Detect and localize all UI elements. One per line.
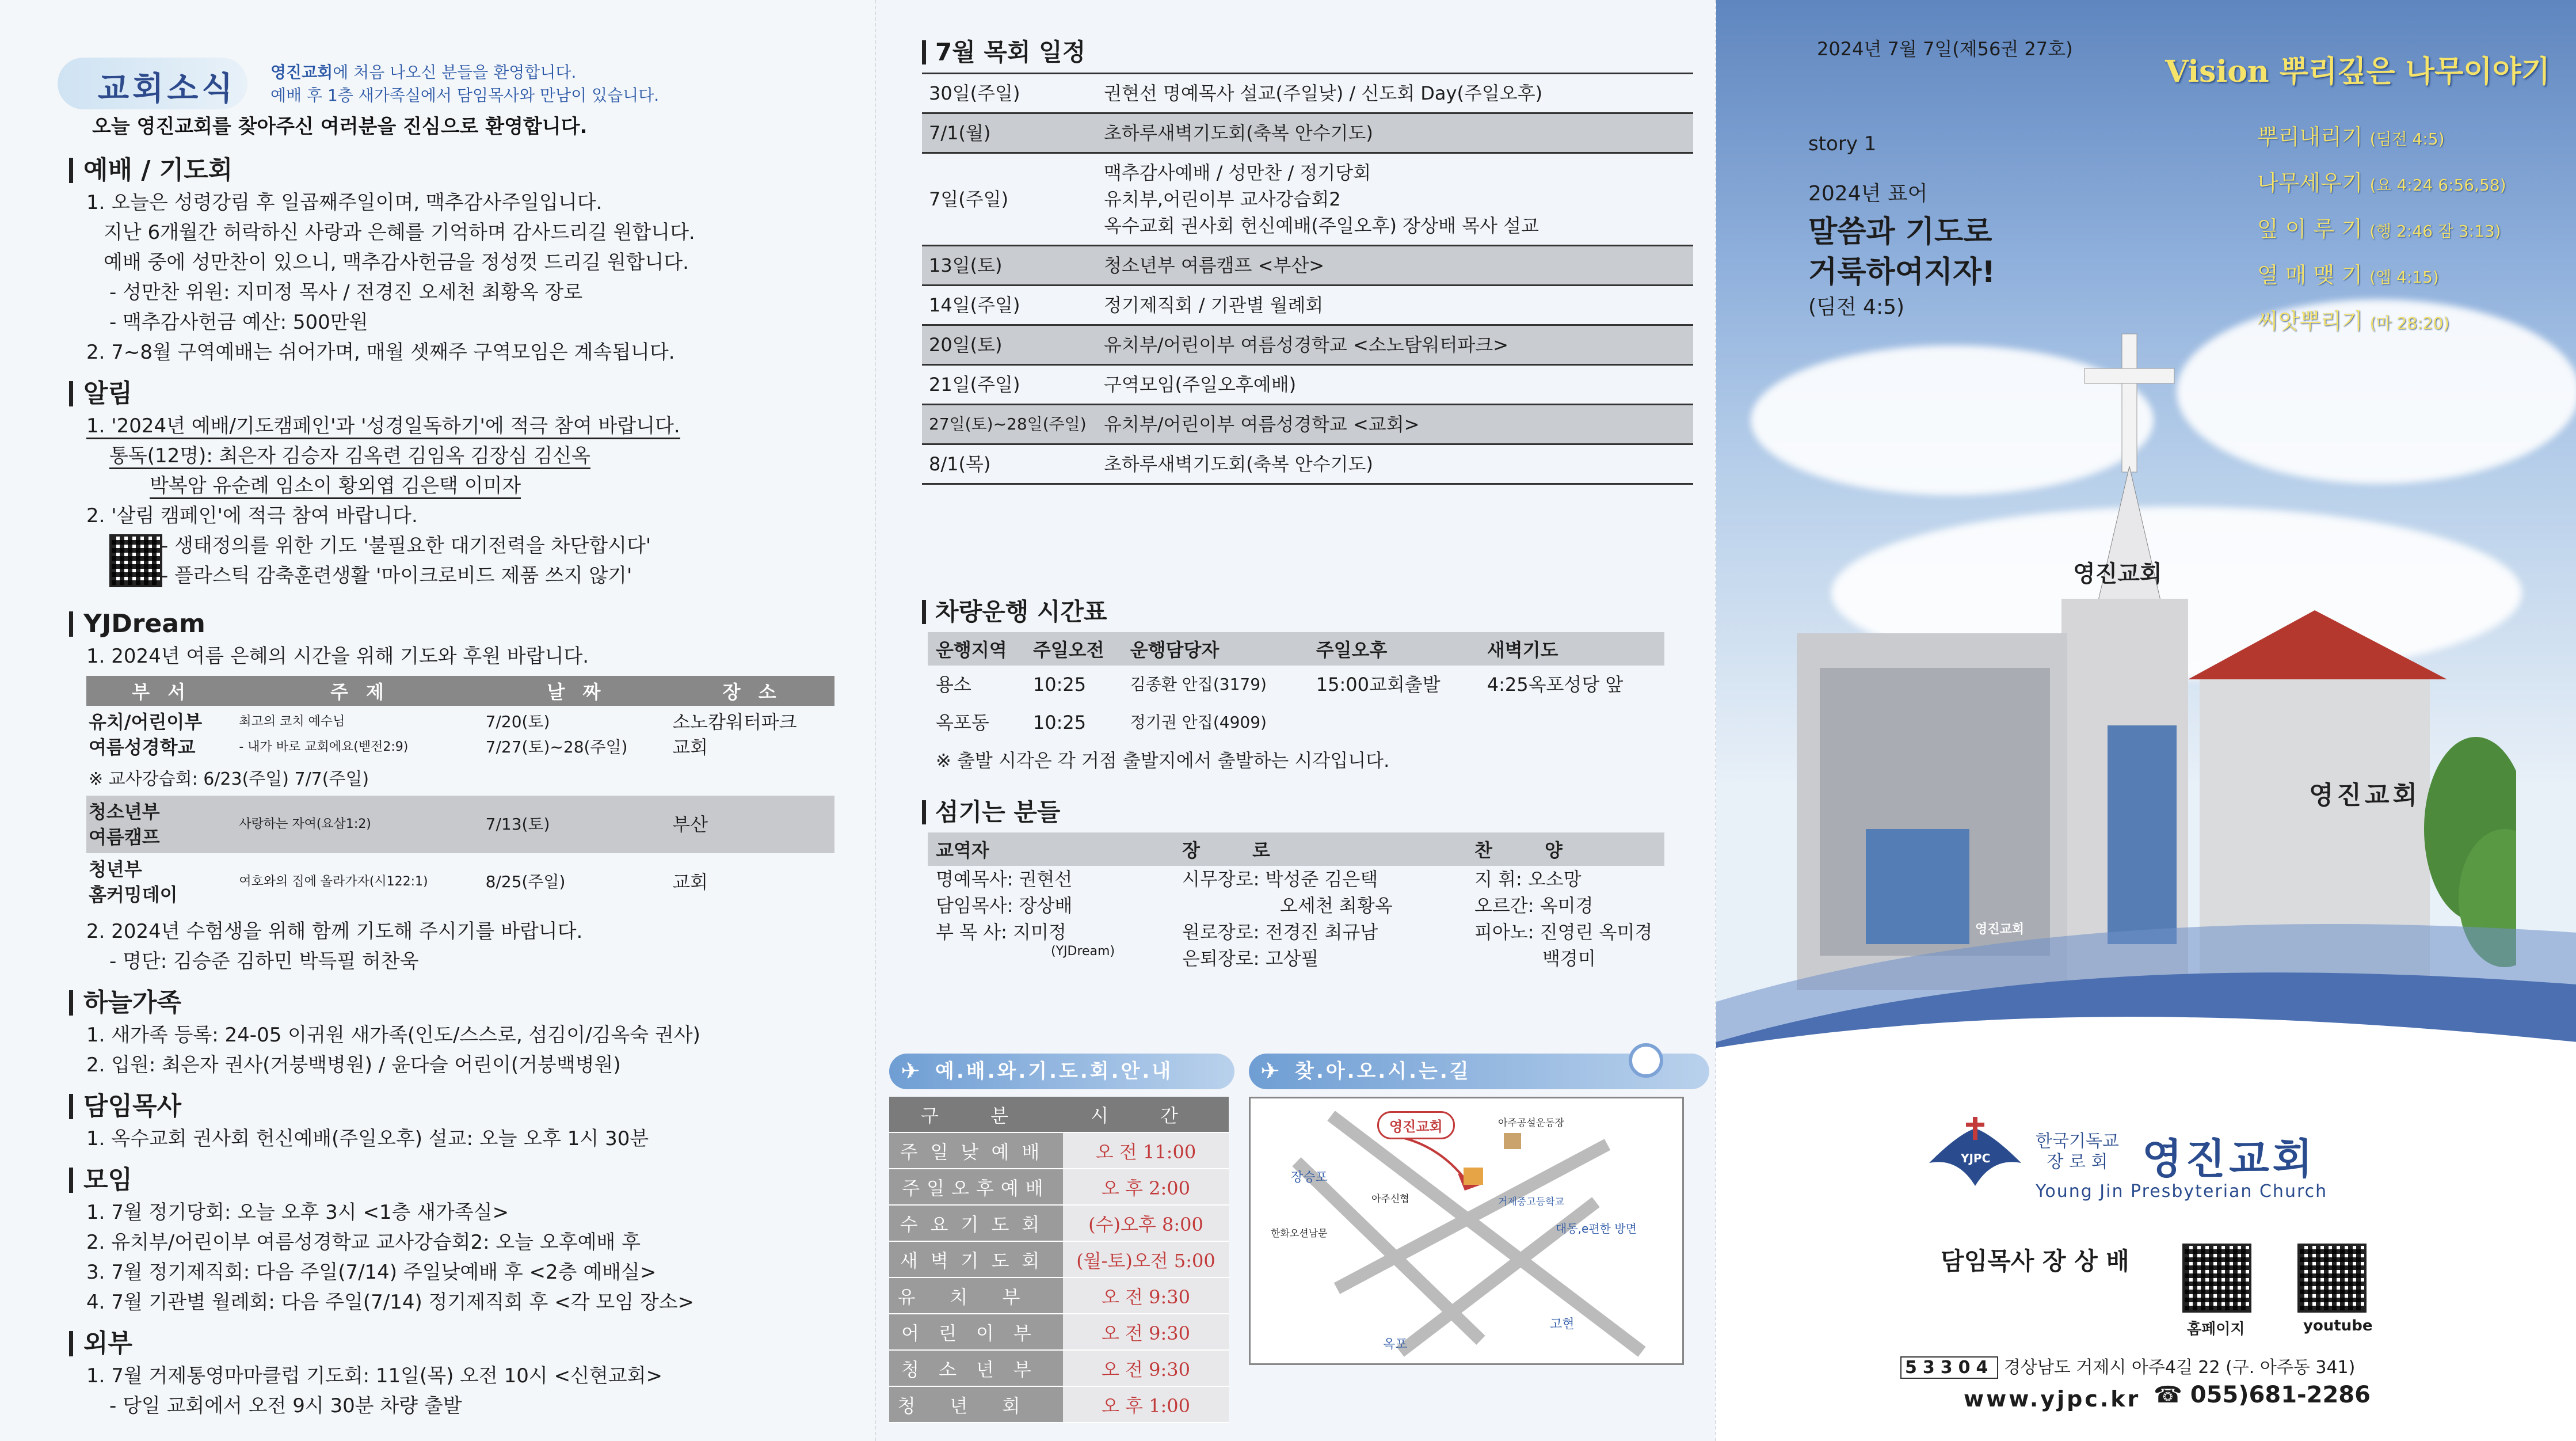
map-label: 장승포 [1291, 1170, 1328, 1185]
motto-ref: (딤전 4:5) [1808, 295, 1905, 319]
schedule-event: 청소년부 여름캠프 <부산> [1097, 246, 1693, 286]
meeting-line: 4. 7월 기관별 월례회: 다음 주일(7/14) 정기제직회 후 <각 모임 장소> [86, 1291, 695, 1314]
story-label: story 1 [1808, 132, 1877, 155]
denomination-line: 한국기독교 [2036, 1131, 2119, 1151]
teacher-note: ※ 교사강습회: 6/23(주일) 7/7(주일) [89, 769, 369, 789]
serve-table [928, 832, 1664, 972]
notice-line [109, 441, 840, 471]
welcome-line1: 에 처음 나오신 분들을 환영합니다. [333, 63, 577, 82]
meeting-line: 2. 유치부/어린이부 여름성경학교 교사강습회2: 오늘 오후예배 후 [86, 1231, 641, 1254]
family-line: 1. 새가족 등록: 24-05 이귀원 새가족(인도/스스로, 섬김이/김옥숙 권사) [86, 1024, 700, 1047]
serve-col: 교역자 [928, 832, 1174, 866]
place: 교회 [672, 736, 708, 758]
times-key: 청년회 [889, 1386, 1063, 1423]
meeting-title: 모임 [69, 1168, 840, 1193]
schedule-date: 7일(주일) [922, 153, 1097, 246]
right-panel [1715, 0, 2576, 1441]
outside-line: 1. 7월 거제통영마마클럽 기도회: 11일(목) 오전 10시 <신현교회> [86, 1364, 662, 1387]
meeting-line: 3. 7월 정기제직회: 다음 주일(7/14) 주일낮예배 후 <2층 예배실> [86, 1261, 657, 1284]
map-label: 고현 [1550, 1317, 1575, 1332]
schedule-date: 14일(주일) [922, 286, 1097, 325]
vision-item-ref: (마 28:20) [2369, 314, 2450, 333]
schedule-event: 유치부,어린이부 교사강습회2 [1104, 188, 1341, 210]
outside-title: 외부 [69, 1331, 840, 1356]
date: 7/13(토) [483, 796, 670, 853]
schedule-date: 8/1(목) [922, 444, 1097, 484]
schedule-date: 20일(토) [922, 325, 1097, 365]
elder: 오세천 최황옥 [1280, 895, 1393, 917]
map-label: 거제중고등학교 [1498, 1196, 1564, 1208]
elder: 시무장로: 박성준 김은택 [1182, 868, 1378, 890]
schedule-date: 7/1(월) [922, 113, 1097, 153]
notice-campaign: 1. '2024년 예배/기도캠페인'과 '성경일독하기'에 적극 참여 바랍니다. [86, 415, 680, 439]
table-row [889, 1350, 1229, 1386]
bus-note: ※ 출발 시각은 각 거점 출발지에서 출발하는 시각입니다. [936, 750, 1390, 771]
times-value: 오 전 9:30 [1063, 1350, 1229, 1386]
table-row [928, 666, 1664, 704]
staff: 명예목사: 권현선 [936, 868, 1073, 890]
times-value: 오 후 2:00 [1063, 1169, 1229, 1205]
pastor-line: 1. 옥수교회 권사회 헌신예배(주일오후) 설교: 오늘 오후 1시 30분 [86, 1127, 649, 1150]
vision-item-title: 잎 이 루 기 [2257, 216, 2363, 242]
staff-note: (YJDream) [1051, 944, 1115, 959]
yjdream-title: YJDream [69, 611, 840, 637]
schedule-date: 21일(주일) [922, 365, 1097, 405]
dept: 청소년부 [89, 801, 160, 823]
reading-members-1: 통독(12명): 최은자 김승자 김옥련 김임옥 김장심 김신옥 [109, 444, 590, 469]
bus-col: 운행지역 [928, 632, 1025, 666]
bus-cell: 4:25옥포성당 앞 [1487, 674, 1624, 695]
times-key: 주일낮예배 [889, 1132, 1063, 1169]
worship-line: - 맥추감사헌금 예산: 500만원 [109, 311, 368, 334]
schedule-title: 7월 목회 일정 [922, 40, 1681, 64]
choir: 피아노: 진영린 옥미경 [1474, 921, 1653, 943]
serve-col: 찬 양 [1466, 832, 1664, 866]
table-row [889, 1314, 1229, 1350]
motto-year: 2024년 표어 [1808, 182, 1928, 206]
table-row [928, 866, 1664, 972]
dept: 홈커밍데이 [89, 884, 178, 906]
phone [2154, 1382, 2371, 1408]
table-row [889, 1169, 1229, 1205]
map-title: 찾.아.오.시.는.길 [1295, 1060, 1471, 1083]
times-value: 오 전 9:30 [1063, 1314, 1229, 1350]
table-row [922, 113, 1693, 153]
times-value: 오 후 1:00 [1063, 1386, 1229, 1423]
table-row [889, 1132, 1229, 1169]
times-value: 오 전 11:00 [1063, 1132, 1229, 1169]
schedule-table [922, 73, 1693, 485]
vision-item-title: 뿌리내리기 [2257, 124, 2363, 150]
map-label: 한화오션남문 [1271, 1228, 1328, 1240]
welcome-main: 오늘 영진교회를 찾아주신 여러분을 진심으로 환영합니다. [92, 115, 588, 138]
notice-title: 알림 [69, 381, 840, 406]
reading-members-2: 박복암 유순례 임소이 황외엽 김은택 이미자 [150, 474, 521, 499]
table-row [889, 1277, 1229, 1314]
schedule-event: 옥수교회 권사회 헌신예배(주일오후) 장상배 목사 설교 [1104, 215, 1539, 237]
vision-item-title: 씨앗뿌리기 [2257, 309, 2363, 334]
schedule-date: 30일(주일) [922, 74, 1097, 113]
church-name-en: Young Jin Presbyterian Church [2036, 1181, 2328, 1202]
dept: 여름캠프 [89, 826, 160, 848]
notice-line [150, 471, 840, 501]
news-header [75, 58, 840, 144]
news-badge: 교회소식 [58, 58, 247, 109]
motto-line2: 거룩하여지자! [1808, 255, 1996, 290]
phone-icon: ☎ [2154, 1382, 2182, 1408]
notice-line: - 생태정의를 위한 기도 '불필요한 대기전력을 차단합시다' [161, 534, 651, 557]
times-key: 청소년부 [889, 1350, 1063, 1386]
times-col: 구 분 [889, 1097, 1063, 1132]
logo-text: YJPC [1961, 1151, 1991, 1165]
worship-title: 예배 / 기도회 [69, 158, 840, 183]
bus-title: 차량운행 시간표 [922, 600, 1681, 624]
worship-line: - 성만찬 위원: 지미정 목사 / 전경진 오세천 최황옥 장로 [109, 281, 583, 304]
vision-title: Vision 뿌리깊은 나무이야기 [2165, 54, 2551, 89]
vision-item [2257, 253, 2506, 299]
table-header [928, 832, 1664, 866]
family-line: 2. 입원: 최은자 권사(거붕백병원) / 윤다슬 어린이(거붕백병원) [86, 1054, 621, 1077]
website-link[interactable]: www.yjpc.kr [1964, 1386, 2141, 1412]
senior-pastor: 담임목사 장 상 배 [1941, 1247, 2129, 1275]
times-key: 유치부 [889, 1277, 1063, 1314]
table-row [86, 853, 834, 911]
vision-item [2257, 161, 2506, 207]
yjdream-table [86, 676, 834, 911]
choir: 지 휘: 오소망 [1474, 868, 1582, 890]
building-sign: 영진교회 [1975, 922, 2025, 937]
schedule-event: 유치부/어린이부 여름성경학교 <소노탐워터파크> [1097, 325, 1693, 365]
denomination [2036, 1131, 2119, 1173]
table-row [922, 405, 1693, 444]
times-value: (수)오후 8:00 [1063, 1205, 1229, 1241]
bus-cell: 용소 [936, 674, 971, 695]
map-label: 옥포 [1383, 1337, 1408, 1352]
table-row [928, 704, 1664, 742]
elder: 은퇴장로: 고상필 [1182, 948, 1319, 969]
serve-col: 장 로 [1174, 832, 1466, 866]
bus-cell: 10:25 [1032, 712, 1087, 733]
table-row [86, 706, 834, 763]
table-row [922, 74, 1693, 113]
place: 부산 [670, 796, 834, 853]
map-church-label: 영진교회 [1377, 1111, 1455, 1139]
col-theme: 주 제 [237, 676, 483, 706]
vision-item-title: 나무세우기 [2257, 170, 2363, 196]
dept: 여름성경학교 [89, 736, 196, 758]
table-row [922, 444, 1693, 484]
table-row [889, 1386, 1229, 1423]
theme: 사랑하는 자여(요삼1:2) [237, 796, 483, 853]
times-key: 어린이부 [889, 1314, 1063, 1350]
table-row [922, 246, 1693, 286]
times-header [889, 1054, 1234, 1089]
motto-line1: 말씀과 기도로 [1808, 215, 1992, 249]
vision-item [2257, 207, 2506, 253]
vision-item-ref: (엡 4:15) [2369, 268, 2439, 287]
map-label: 아주공설운동장 [1498, 1117, 1564, 1129]
table-header [86, 676, 834, 706]
theme: 최고의 코치 예수님 [239, 714, 345, 729]
bus-cell: 김종환 안집(3179) [1130, 675, 1267, 694]
staff: 부 목 사: 지미정 [936, 921, 1066, 943]
notice-line: 2. '살림 캠페인'에 적극 참여 바랍니다. [86, 504, 418, 527]
map[interactable] [1249, 1097, 1684, 1365]
table-row [86, 796, 834, 853]
qr-label: youtube [2303, 1317, 2373, 1334]
pastor-title: 담임목사 [69, 1094, 840, 1119]
youtube-qr-icon[interactable] [2297, 1244, 2367, 1313]
notice-qr-row [75, 531, 840, 594]
welcome-note [270, 61, 659, 107]
theme: 여호와의 집에 올라가자(시122:1) [239, 875, 428, 889]
table-row [922, 365, 1693, 405]
bus-col: 운행담당자 [1122, 632, 1308, 666]
bus-col: 주일오후 [1308, 632, 1479, 666]
schedule-event: 권현선 명예목사 설교(주일낮) / 신도회 Day(주일오후) [1097, 74, 1693, 113]
dept: 유치/어린이부 [89, 711, 203, 733]
schedule-event: 초하루새벽기도회(축복 안수기도) [1097, 444, 1693, 484]
times-key: 수요기도회 [889, 1205, 1063, 1241]
magnifier-icon [1629, 1043, 1663, 1078]
schedule-date: 27일(토)~28일(주일) [922, 405, 1097, 444]
dept: 청년부 [89, 858, 142, 880]
schedule-event: 구역모임(주일오후예배) [1097, 365, 1693, 405]
worship-line: 1. 오늘은 성령강림 후 일곱째주일이며, 맥추감사주일입니다. [86, 191, 603, 214]
choir: 백경미 [1542, 948, 1596, 969]
address-line [1900, 1353, 2355, 1378]
theme: - 내가 바로 교회에요(벧전2:9) [239, 740, 409, 754]
address: 경상남도 거제시 아주4길 22 (구. 아주동 341) [2003, 1358, 2356, 1378]
schedule-event: 초하루새벽기도회(축복 안수기도) [1097, 113, 1693, 153]
times-value: (월-토)오전 5:00 [1063, 1241, 1229, 1277]
wave-decoration [1716, 898, 2576, 1117]
qr-label: 홈페이지 [2187, 1321, 2245, 1338]
times-title: 예.배.와.기.도.회.안.내 [935, 1060, 1173, 1083]
bus-cell: 옥포동 [936, 712, 989, 733]
worship-line: 2. 7~8월 구역예배는 쉬어가며, 매월 셋째주 구역모임은 계속됩니다. [86, 341, 675, 364]
vision-item-ref: (행 2:46 잠 3:13) [2369, 222, 2501, 241]
place: 교회 [672, 871, 708, 893]
bus-table [928, 632, 1664, 780]
schedule-event: 맥추감사예배 / 성만찬 / 정기당회 [1104, 162, 1371, 184]
times-col: 시 간 [1063, 1097, 1229, 1132]
table-row [889, 1205, 1229, 1241]
map-label: 대동,e편한 방면 [1556, 1222, 1637, 1235]
postcode: 53304 [1900, 1356, 1998, 1379]
qr-code-icon[interactable] [109, 534, 162, 587]
church-name: 영진교회 [2142, 1135, 2316, 1183]
bus-cell: 정기권 안집(4909) [1130, 713, 1267, 732]
table-row [922, 153, 1693, 246]
times-key: 새벽기도회 [889, 1241, 1063, 1277]
family-title: 하늘가족 [69, 990, 840, 1016]
building-sign: 영진교회 [2309, 781, 2421, 810]
meeting-line: 1. 7월 정기당회: 오늘 오후 3시 <1층 새가족실> [86, 1201, 509, 1224]
welcome-church: 영진교회 [270, 63, 333, 82]
homepage-qr-icon[interactable] [2182, 1244, 2251, 1313]
serve-title: 섬기는 분들 [922, 800, 1681, 824]
yjdream-line: 2. 2024년 수험생을 위해 함께 기도해 주시기를 바랍니다. [86, 920, 583, 943]
issue-date: 2024년 7월 7일(제56권 27호) [1817, 38, 2073, 60]
times-table [889, 1097, 1229, 1423]
vision-item-ref: (요 4:24 6:56,58) [2369, 176, 2506, 195]
bus-cell: 10:25 [1032, 674, 1087, 695]
notice-line [86, 411, 840, 441]
dove-icon: ✈ [901, 1058, 923, 1085]
times-key: 주일오후예배 [889, 1169, 1063, 1205]
notice-line: - 플라스틱 감축훈련생활 '마이크로비드 제품 쓰지 않기' [161, 564, 632, 587]
dove-icon: ✈ [1260, 1058, 1282, 1085]
times-value: 오 전 9:30 [1063, 1277, 1229, 1314]
col-dept: 부 서 [86, 676, 237, 706]
yjdream-line: 1. 2024년 여름 은혜의 시간을 위해 기도와 후원 바랍니다. [86, 645, 589, 668]
bus-col: 새벽기도 [1479, 632, 1664, 666]
schedule-event: 정기제직회 / 기관별 월례회 [1097, 286, 1693, 325]
vision-item-title: 열 매 맺 기 [2257, 263, 2363, 288]
table-header [889, 1097, 1229, 1132]
vision-item [2257, 115, 2506, 161]
bus-col: 주일오전 [1025, 632, 1122, 666]
worship-line: 예배 중에 성만찬이 있으니, 맥추감사헌금을 정성껏 드리길 원합니다. [104, 251, 689, 274]
bus-cell: 15:00교회출발 [1316, 674, 1441, 695]
date: 7/27(토)~28(주일) [485, 737, 628, 756]
schedule-event: 유치부/어린이부 여름성경학교 <교회> [1097, 405, 1693, 444]
welcome-line2: 예배 후 1층 새가족실에서 담임목사와 만남이 있습니다. [270, 86, 660, 105]
table-row [889, 1241, 1229, 1277]
table-header [928, 632, 1664, 666]
map-label: 아주신협 [1371, 1193, 1409, 1205]
schedule-date: 13일(토) [922, 246, 1097, 286]
vision-item-ref: (딤전 4:5) [2369, 130, 2445, 149]
table-row [922, 286, 1693, 325]
left-panel [0, 0, 875, 1441]
col-date: 날 짜 [483, 676, 670, 706]
phone-number: 055)681-2286 [2190, 1382, 2371, 1408]
outside-line: - 당일 교회에서 오전 9시 30분 차량 출발 [109, 1394, 462, 1417]
col-place: 장 소 [670, 676, 834, 706]
table-row [922, 325, 1693, 365]
place: 소노캄워터파크 [672, 711, 797, 733]
staff: 담임목사: 장상배 [936, 895, 1073, 917]
elder: 원로장로: 전경진 최규남 [1182, 921, 1378, 943]
denomination-line: 장 로 회 [2047, 1152, 2108, 1172]
date: 8/25(주일) [485, 872, 566, 891]
yjdream-line: - 명단: 김승준 김하민 박득필 허찬욱 [109, 950, 419, 973]
choir: 오르간: 옥미경 [1474, 895, 1594, 917]
building-sign: 영진교회 [2073, 561, 2162, 587]
worship-line: 지난 6개월간 허락하신 사랑과 은혜를 기억하며 감사드리길 원합니다. [104, 221, 695, 244]
date: 7/20(토) [485, 712, 550, 731]
